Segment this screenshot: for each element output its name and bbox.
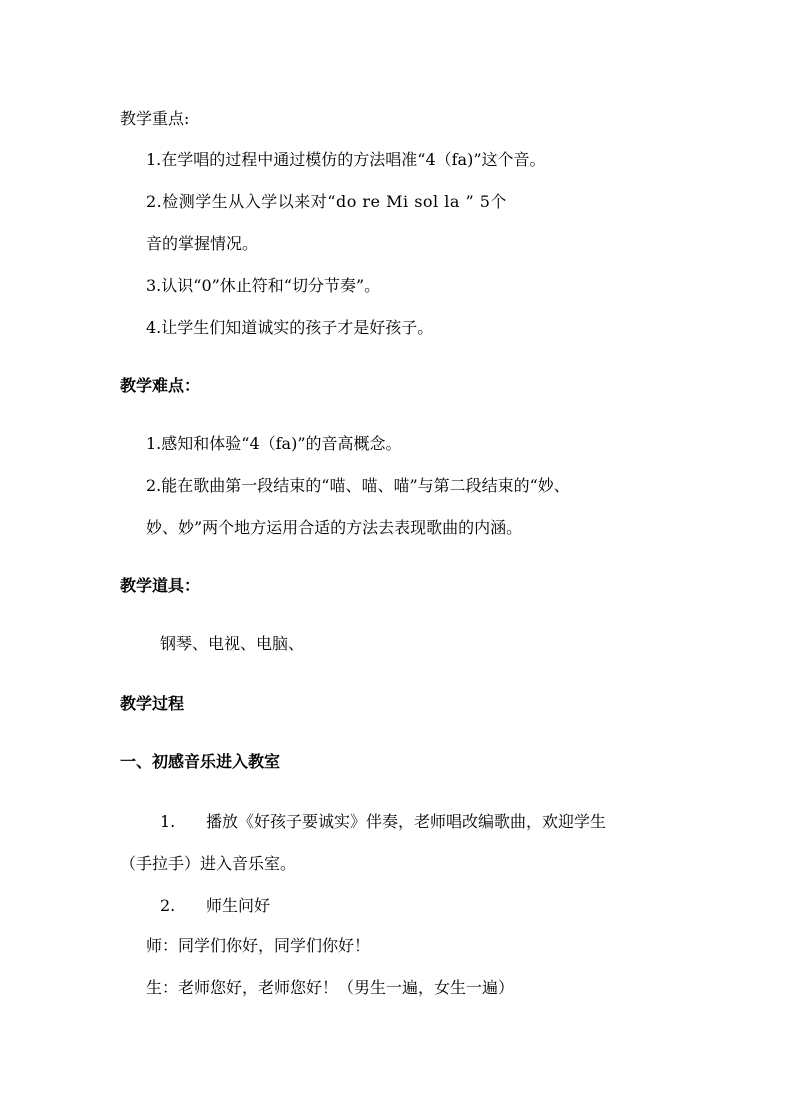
section1-heading: 一、初感音乐进入教室 (120, 752, 281, 771)
focus-item-3: 3.认识“0”休止符和“切分节奏”。 (146, 276, 381, 295)
section1-item-2 (160, 896, 270, 916)
section1-item-1 (160, 812, 606, 832)
difficulty-heading: 教学难点： (120, 376, 201, 395)
section1-item-1-text: 播放《好孩子要诚实》伴奏，老师唱改编歌曲，欢迎学生 (206, 812, 607, 831)
focus-item-4: 4.让学生们知道诚实的孩子才是好孩子。 (146, 318, 434, 337)
focus-item-2-cont: 音的掌握情况。 (146, 234, 259, 253)
difficulty-item-2-cont: 妙、妙”两个地方运用合适的方法去表现歌曲的内涵。 (146, 518, 523, 537)
section1-item-1-number: 1. (160, 812, 176, 831)
section1-item-2-text: 师生问好 (206, 896, 271, 915)
difficulty-item-1: 1.感知和体验“4（fa)”的音高概念。 (146, 434, 402, 453)
teacher-line: 师：同学们你好，同学们你好！ (146, 936, 371, 955)
focus-item-2: 2.检测学生从入学以来对“do re Mi sol la ” 5个 (146, 192, 507, 211)
difficulty-item-2: 2.能在歌曲第一段结束的“喵、喵、喵”与第二段结束的“妙、 (146, 476, 570, 495)
student-line: 生：老师您好，老师您好！（男生一遍，女生一遍） (146, 978, 515, 997)
focus-item-1: 1.在学唱的过程中通过模仿的方法唱准“4（fa)”这个音。 (146, 150, 546, 169)
focus-heading: 教学重点: (120, 109, 190, 128)
section1-item-2-number: 2. (160, 896, 176, 915)
process-heading: 教学过程 (120, 694, 185, 713)
tools-text: 钢琴、电视、电脑、 (160, 634, 305, 653)
tools-heading: 教学道具： (120, 576, 201, 595)
section1-item-1-cont: （手拉手）进入音乐室。 (120, 854, 297, 873)
